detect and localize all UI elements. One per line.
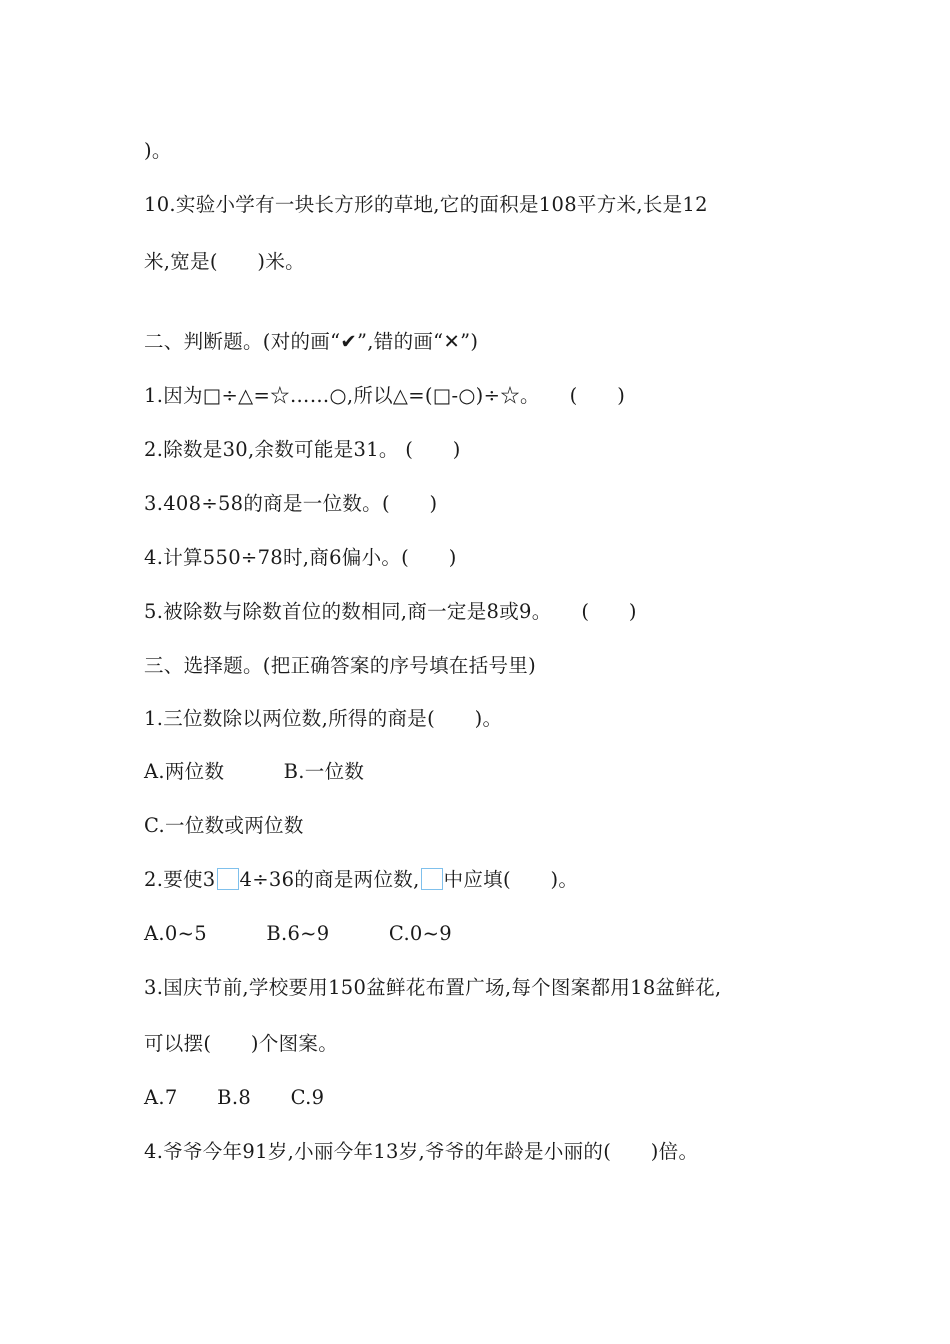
choice-question-1-options-ab: A.两位数 B.一位数 [144, 760, 365, 783]
section-title-choice: 三、选择题。(把正确答案的序号填在括号里) [144, 654, 537, 677]
choice-question-3-line1: 3.国庆节前,学校要用150盆鲜花布置广场,每个图案都用18盆鲜花, [144, 976, 722, 999]
choice-question-1: 1.三位数除以两位数,所得的商是( )。 [144, 707, 503, 730]
choice-question-2 [144, 866, 578, 894]
judge-question-3: 3.408÷58的商是一位数。( ) [144, 492, 438, 515]
judge-question-5: 5.被除数与除数首位的数相同,商一定是8或9。 ( ) [144, 600, 637, 623]
blank-square-box [217, 868, 239, 890]
choice-question-1-option-c: C.一位数或两位数 [144, 814, 304, 837]
blank-square-box [421, 868, 443, 890]
choice-question-3-line2: 可以摆( )个图案。 [144, 1032, 339, 1055]
fill-question-10-line1: 10.实验小学有一块长方形的草地,它的面积是108平方米,长是12 [144, 193, 708, 216]
choice-question-2-options: A.0~5 B.6~9 C.0~9 [144, 922, 452, 945]
fill-question-10-line2: 米,宽是( )米。 [144, 250, 305, 273]
q9-continuation: )。 [144, 139, 172, 162]
judge-question-1: 1.因为□÷△=☆……○,所以△=(□-○)÷☆。 ( ) [144, 384, 626, 407]
choice-question-2-part3: 中应填( )。 [443, 868, 579, 891]
section-title-judgement: 二、判断题。(对的画“✔”,错的画“✕”) [144, 330, 479, 353]
choice-question-3-options: A.7 B.8 C.9 [144, 1086, 325, 1109]
choice-question-2-part1: 2.要使3 [144, 868, 216, 891]
judge-question-4: 4.计算550÷78时,商6偏小。( ) [144, 546, 457, 569]
choice-question-4: 4.爷爷今年91岁,小丽今年13岁,爷爷的年龄是小丽的( )倍。 [144, 1140, 699, 1163]
judge-question-2: 2.除数是30,余数可能是31。 ( ) [144, 438, 461, 461]
choice-question-2-part2: 4÷36的商是两位数, [239, 868, 420, 891]
